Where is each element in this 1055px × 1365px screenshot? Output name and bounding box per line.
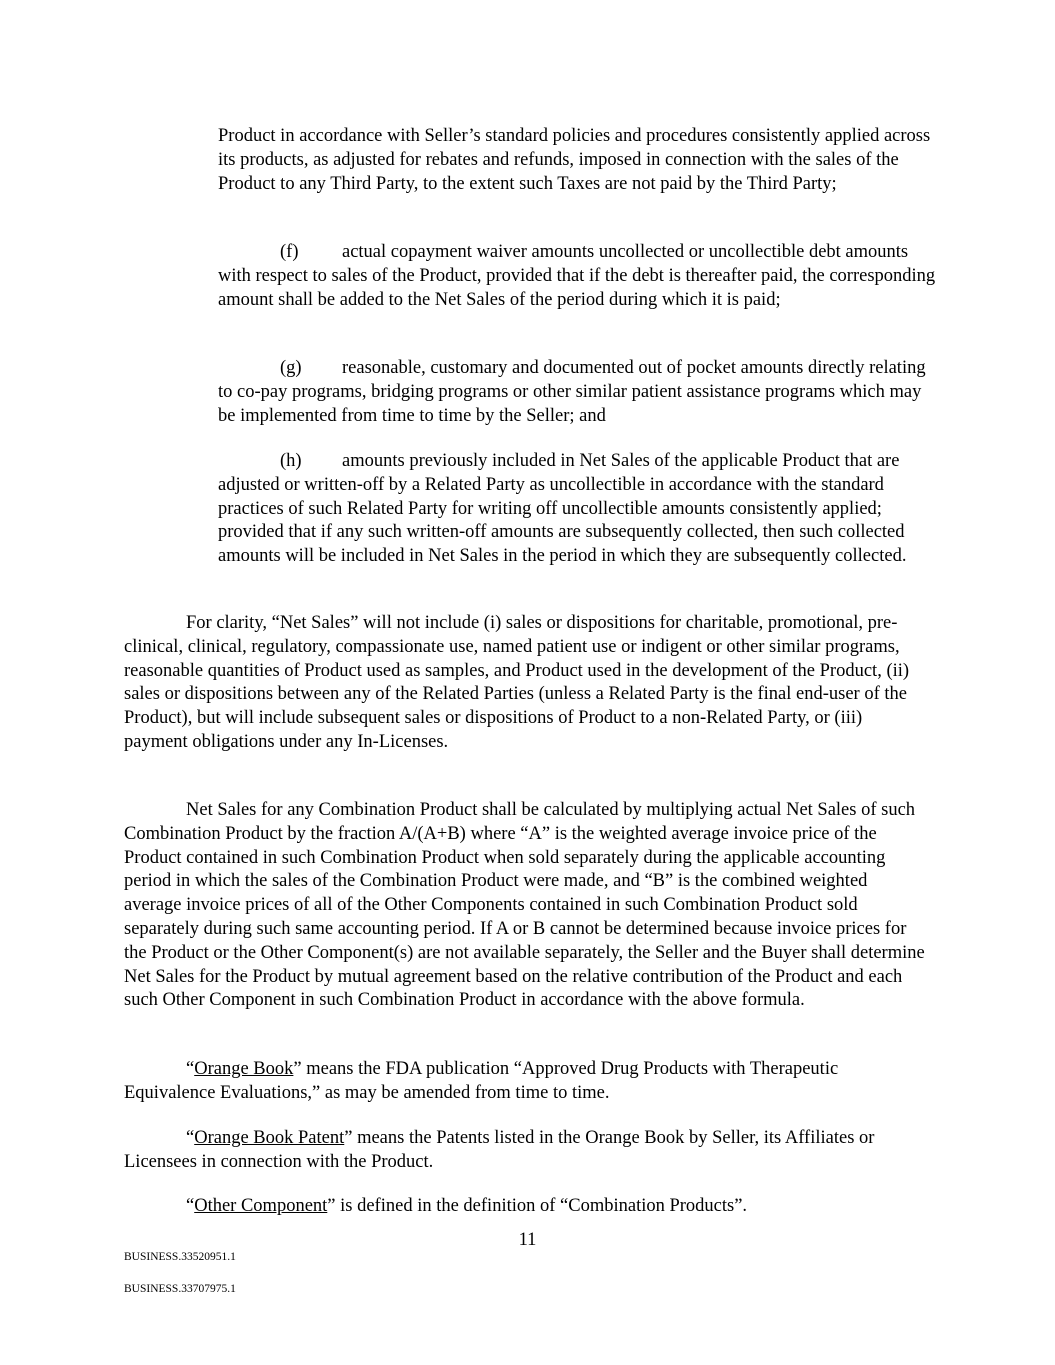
definition-orange-book-patent: “Orange Book Patent” means the Patents listed in the Orange Book by Seller, its Affiliates or Licensees in connection with the Product.: [124, 1128, 875, 1172]
paragraph-net-sales-clarity: For clarity, “Net Sales” will not include (i) sales or dispositions for charitable, promotional, pre-clinical, clinical, regulatory, compassionate use, named patient use or indigent or other similar programs, reasonable quantities of Product used as samples, and Product used in the development of the Product, (ii) sales or dispositions between any of the Related Parties (unless a Related Party is the final end-user of the Product), but will include subsequent sales or dispositions of Product to a non-Related Party, or (iii) payment obligations under any In-Licenses.: [124, 613, 910, 752]
document-id-2: BUSINESS.33707975.1: [124, 1283, 236, 1295]
paragraph-combination-product: Net Sales for any Combination Product shall be calculated by multiplying actual Net Sales of such Combination Product by the fraction A/(A+B) where “A” is the weighted average invoice price of the Product contained in such Combination Product when sold separately during the applicable accounting period in which the sales of the Combination Product were made, and “B” is the combined weighted average invoice prices of all of the Other Components contained in such Combination Product sold separately during such same accounting period. If A or B cannot be determined because invoice prices for the Product or the Other Component(s) are not available separately, the Seller and the Buyer shall determine Net Sales for the Product by mutual agreement based on the relative contribution of the Product and each such Other Component in such Combination Product in accordance with the above formula.: [124, 800, 925, 1011]
item-text-f: actual copayment waiver amounts uncollected or uncollectible debt amounts with respect to sales of the Product, provided that if the debt is thereafter paid, the corresponding amount shall be added to the Net Sales of the period during which it is paid;: [218, 242, 936, 310]
item-label-g: (g): [280, 358, 302, 378]
definition-orange-book: “Orange Book” means the FDA publication “Approved Drug Products with Therapeutic Equivalence Evaluations,” as may be amended from time to time.: [124, 1059, 839, 1103]
definition-other-component: “Other Component” is defined in the definition of “Combination Products”.: [186, 1196, 748, 1216]
defined-term-other-component: Other Component: [194, 1196, 328, 1216]
paragraph-h: [218, 450, 938, 569]
paragraph-f: [218, 241, 938, 312]
document-id-1: BUSINESS.33520951.1: [124, 1251, 236, 1263]
defined-term-orange-book-patent: Orange Book Patent: [194, 1128, 345, 1148]
defined-term-orange-book: Orange Book: [194, 1059, 294, 1079]
item-label-f: (f): [280, 242, 299, 262]
paragraph-continuation: Product in accordance with Seller’s standard policies and procedures consistently applied across its products, as adjusted for rebates and refunds, imposed in connection with the sales of the Product to any Third Party, to the extent such Taxes are not paid by the Third Party;: [218, 126, 931, 194]
item-text-h: amounts previously included in Net Sales of the applicable Product that are adjusted or written-off by a Related Party as uncollectible in accordance with the standard practices of such Related Party for writing off uncollectible amounts consistently applied; provided that if any such written-off amounts are subsequently collected, then such collected amounts will be included in Net Sales in the period in which they are subsequently collected.: [218, 451, 907, 567]
page-number: 11: [518, 1230, 537, 1250]
item-label-h: (h): [280, 451, 302, 471]
paragraph-g: [218, 357, 938, 428]
item-text-g: reasonable, customary and documented out of pocket amounts directly relating to co-pay programs, bridging programs or other similar patient assistance programs which may be implemented from time to time by the Seller; and: [218, 358, 926, 426]
